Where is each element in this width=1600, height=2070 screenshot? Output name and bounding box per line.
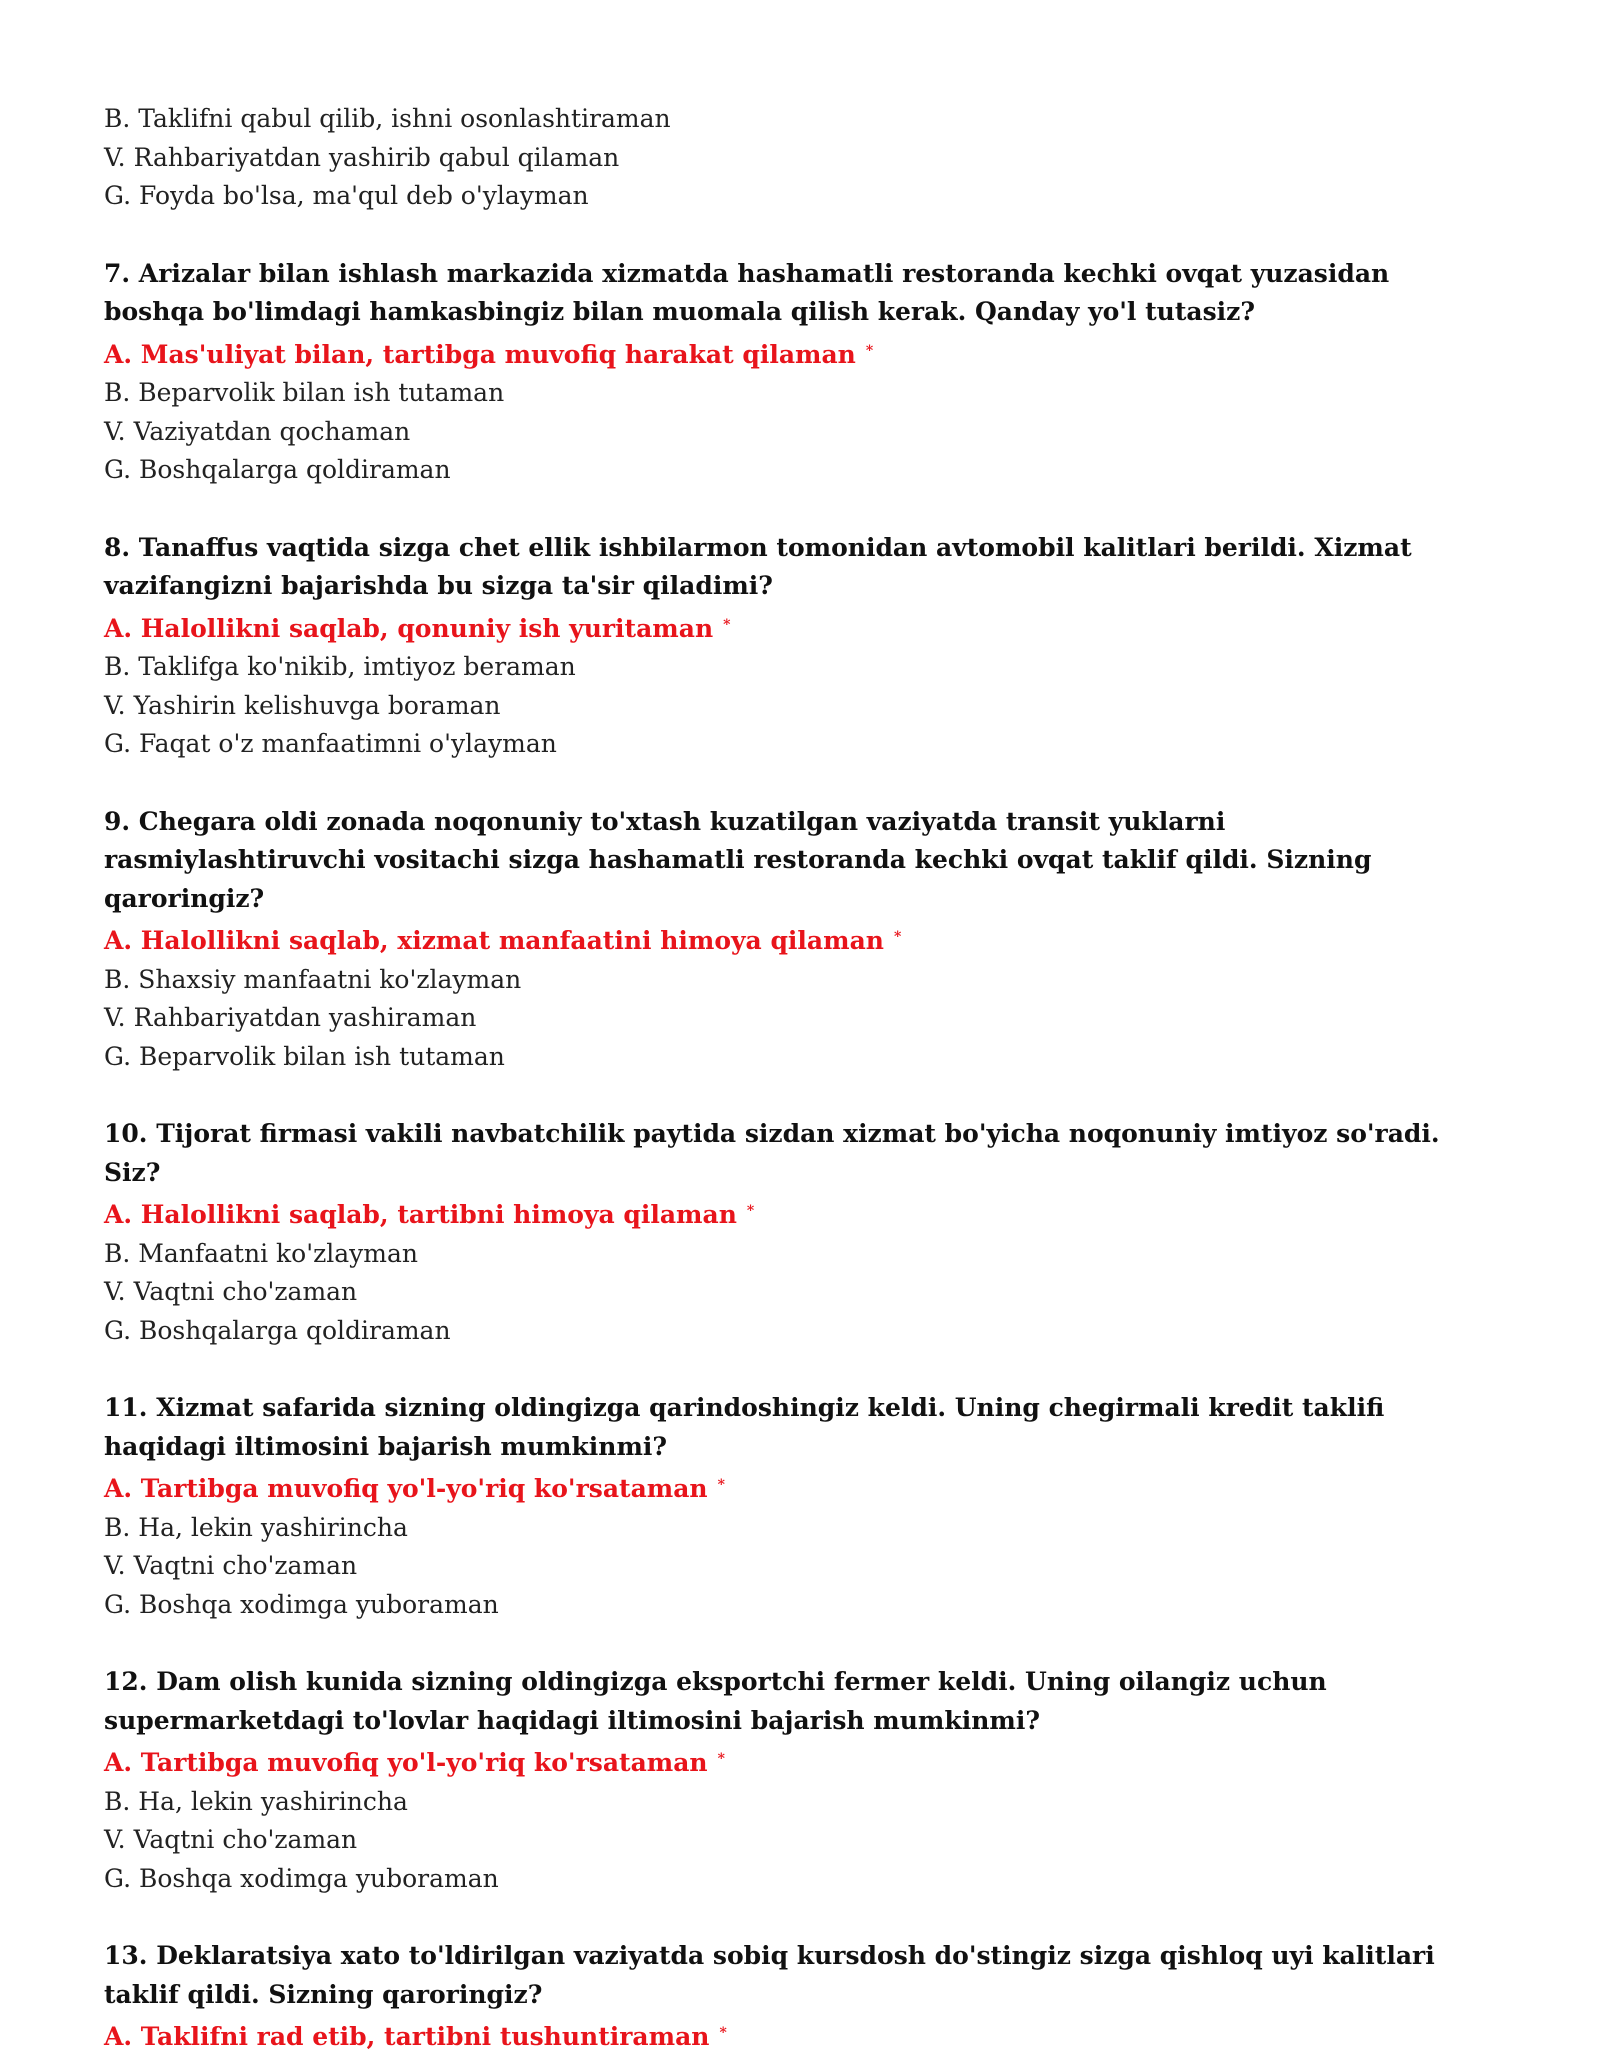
answer-option: V. Rahbariyatdan yashirib qabul qilaman bbox=[104, 142, 620, 172]
answer-option: B. Taklifga ko'nikib, imtiyoz beraman bbox=[104, 652, 576, 681]
correct-answer bbox=[104, 918, 1504, 961]
answer-option: V. Vaqtni cho'zaman bbox=[104, 1277, 358, 1306]
answer-option: B. Ha, lekin yashirincha bbox=[104, 1512, 408, 1542]
document-page bbox=[104, 100, 1504, 2057]
question-text: 13. Deklaratsiya xato to'ldirilgan vaziyatda sobiq kursdosh do'stingiz sizga qishloq uyi kalitlari taklif qildi. Sizning qaroringiz? bbox=[104, 1941, 1435, 2009]
correct-answer bbox=[104, 1740, 1504, 1783]
question-text: 7. Arizalar bilan ishlash markazida xizmatda hashamatli restoranda kechki ovqat yuzasidan boshqa bo'limdagi hamkasbingiz bilan muomala qilish kerak. Qanday yo'l tutasiz? bbox=[104, 258, 1390, 326]
correct-mark-icon: * bbox=[719, 2025, 727, 2041]
answer-option: G. Faqat o'z manfaatimni o'ylayman bbox=[104, 729, 557, 758]
answer-option: V. Rahbariyatdan yashiraman bbox=[104, 1003, 477, 1032]
correct-answer-text: A. Halollikni saqlab, qonuniy ish yuritaman bbox=[104, 613, 714, 643]
question-block bbox=[104, 803, 1504, 1077]
correct-answer bbox=[104, 332, 1504, 375]
question-block bbox=[104, 529, 1504, 764]
correct-answer bbox=[104, 1192, 1504, 1235]
question-list bbox=[104, 255, 1504, 2057]
answer-option: G. Boshqa xodimga yuboraman bbox=[104, 1589, 499, 1619]
correct-mark-icon: * bbox=[893, 929, 902, 945]
answer-option: B. Taklifni qabul qilib, ishni osonlashtiraman bbox=[104, 104, 671, 133]
answer-option: G. Beparvolik bilan ish tutaman bbox=[104, 1041, 505, 1071]
question-text: 12. Dam olish kunida sizning oldingizga eksportchi fermer keldi. Uning oilangiz uchun supermarketdagi to'lovlar haqidagi iltimosini bajarish mumkinmi? bbox=[104, 1667, 1327, 1735]
correct-mark-icon: * bbox=[717, 1751, 725, 1767]
question-block bbox=[104, 1663, 1504, 1898]
question-text: 10. Tijorat firmasi vakili navbatchilik paytida sizdan xizmat bo'yicha noqonuniy imtiyoz so'radi. Siz? bbox=[104, 1119, 1440, 1187]
correct-answer-text: A. Halollikni saqlab, xizmat manfaatini himoya qilaman bbox=[104, 926, 884, 955]
question-text: 11. Xizmat safarida sizning oldingizga qarindoshingiz keldi. Uning chegirmali kredit taklifi haqidagi iltimosini bajarish mumkinmi? bbox=[104, 1393, 1385, 1461]
correct-answer-text: A. Taklifni rad etib, tartibni tushuntiraman bbox=[104, 2022, 710, 2051]
question-text: 9. Chegara oldi zonada noqonuniy to'xtash kuzatilgan vaziyatda transit yuklarni rasmiylashtiruvchi vositachi sizga hashamatli restoranda kechki ovqat taklif qildi. Sizning qaroringiz? bbox=[104, 806, 1372, 913]
answer-option: G. Boshqalarga qoldiraman bbox=[104, 455, 451, 484]
correct-answer-text: A. Halollikni saqlab, tartibni himoya qilaman bbox=[104, 1200, 737, 1229]
answer-option: V. Vaqtni cho'zaman bbox=[104, 1551, 358, 1580]
answer-option: B. Ha, lekin yashirincha bbox=[104, 1786, 408, 1816]
answer-option: G. Boshqa xodimga yuboraman bbox=[104, 1863, 499, 1893]
correct-answer bbox=[104, 1466, 1504, 1509]
previous-question-options bbox=[104, 100, 1504, 216]
answer-option: G. Foyda bo'lsa, ma'qul deb o'ylayman bbox=[104, 181, 589, 210]
question-block bbox=[104, 1389, 1504, 1624]
question-block bbox=[104, 255, 1504, 490]
answer-option: V. Vaziyatdan qochaman bbox=[104, 416, 411, 446]
correct-mark-icon: * bbox=[865, 342, 874, 359]
question-block bbox=[104, 1115, 1504, 1350]
answer-option: B. Beparvolik bilan ish tutaman bbox=[104, 378, 505, 407]
correct-answer-text: A. Tartibga muvofiq yo'l-yo'riq ko'rsataman bbox=[104, 1474, 708, 1503]
answer-option: V. Yashirin kelishuvga boraman bbox=[104, 690, 501, 720]
correct-answer-text: A. Tartibga muvofiq yo'l-yo'riq ko'rsataman bbox=[104, 1748, 708, 1777]
correct-mark-icon: * bbox=[746, 1203, 755, 1219]
correct-mark-icon: * bbox=[723, 616, 731, 633]
question-text: 8. Tanaffus vaqtida sizga chet ellik ishbilarmon tomonidan avtomobil kalitlari berildi. Xizmat vazifangizni bajarishda bu sizga ta'sir qiladimi? bbox=[104, 532, 1412, 600]
answer-option: B. Manfaatni ko'zlayman bbox=[104, 1238, 419, 1268]
answer-option: G. Boshqalarga qoldiraman bbox=[104, 1315, 451, 1345]
question-block bbox=[104, 1937, 1504, 2057]
correct-answer bbox=[104, 2014, 1504, 2057]
answer-option: V. Vaqtni cho'zaman bbox=[104, 1825, 358, 1854]
answer-option: B. Shaxsiy manfaatni ko'zlayman bbox=[104, 964, 522, 994]
correct-answer bbox=[104, 606, 1504, 649]
correct-mark-icon: * bbox=[717, 1477, 725, 1493]
correct-answer-text: A. Mas'uliyat bilan, tartibga muvofiq harakat qilaman bbox=[104, 339, 856, 369]
